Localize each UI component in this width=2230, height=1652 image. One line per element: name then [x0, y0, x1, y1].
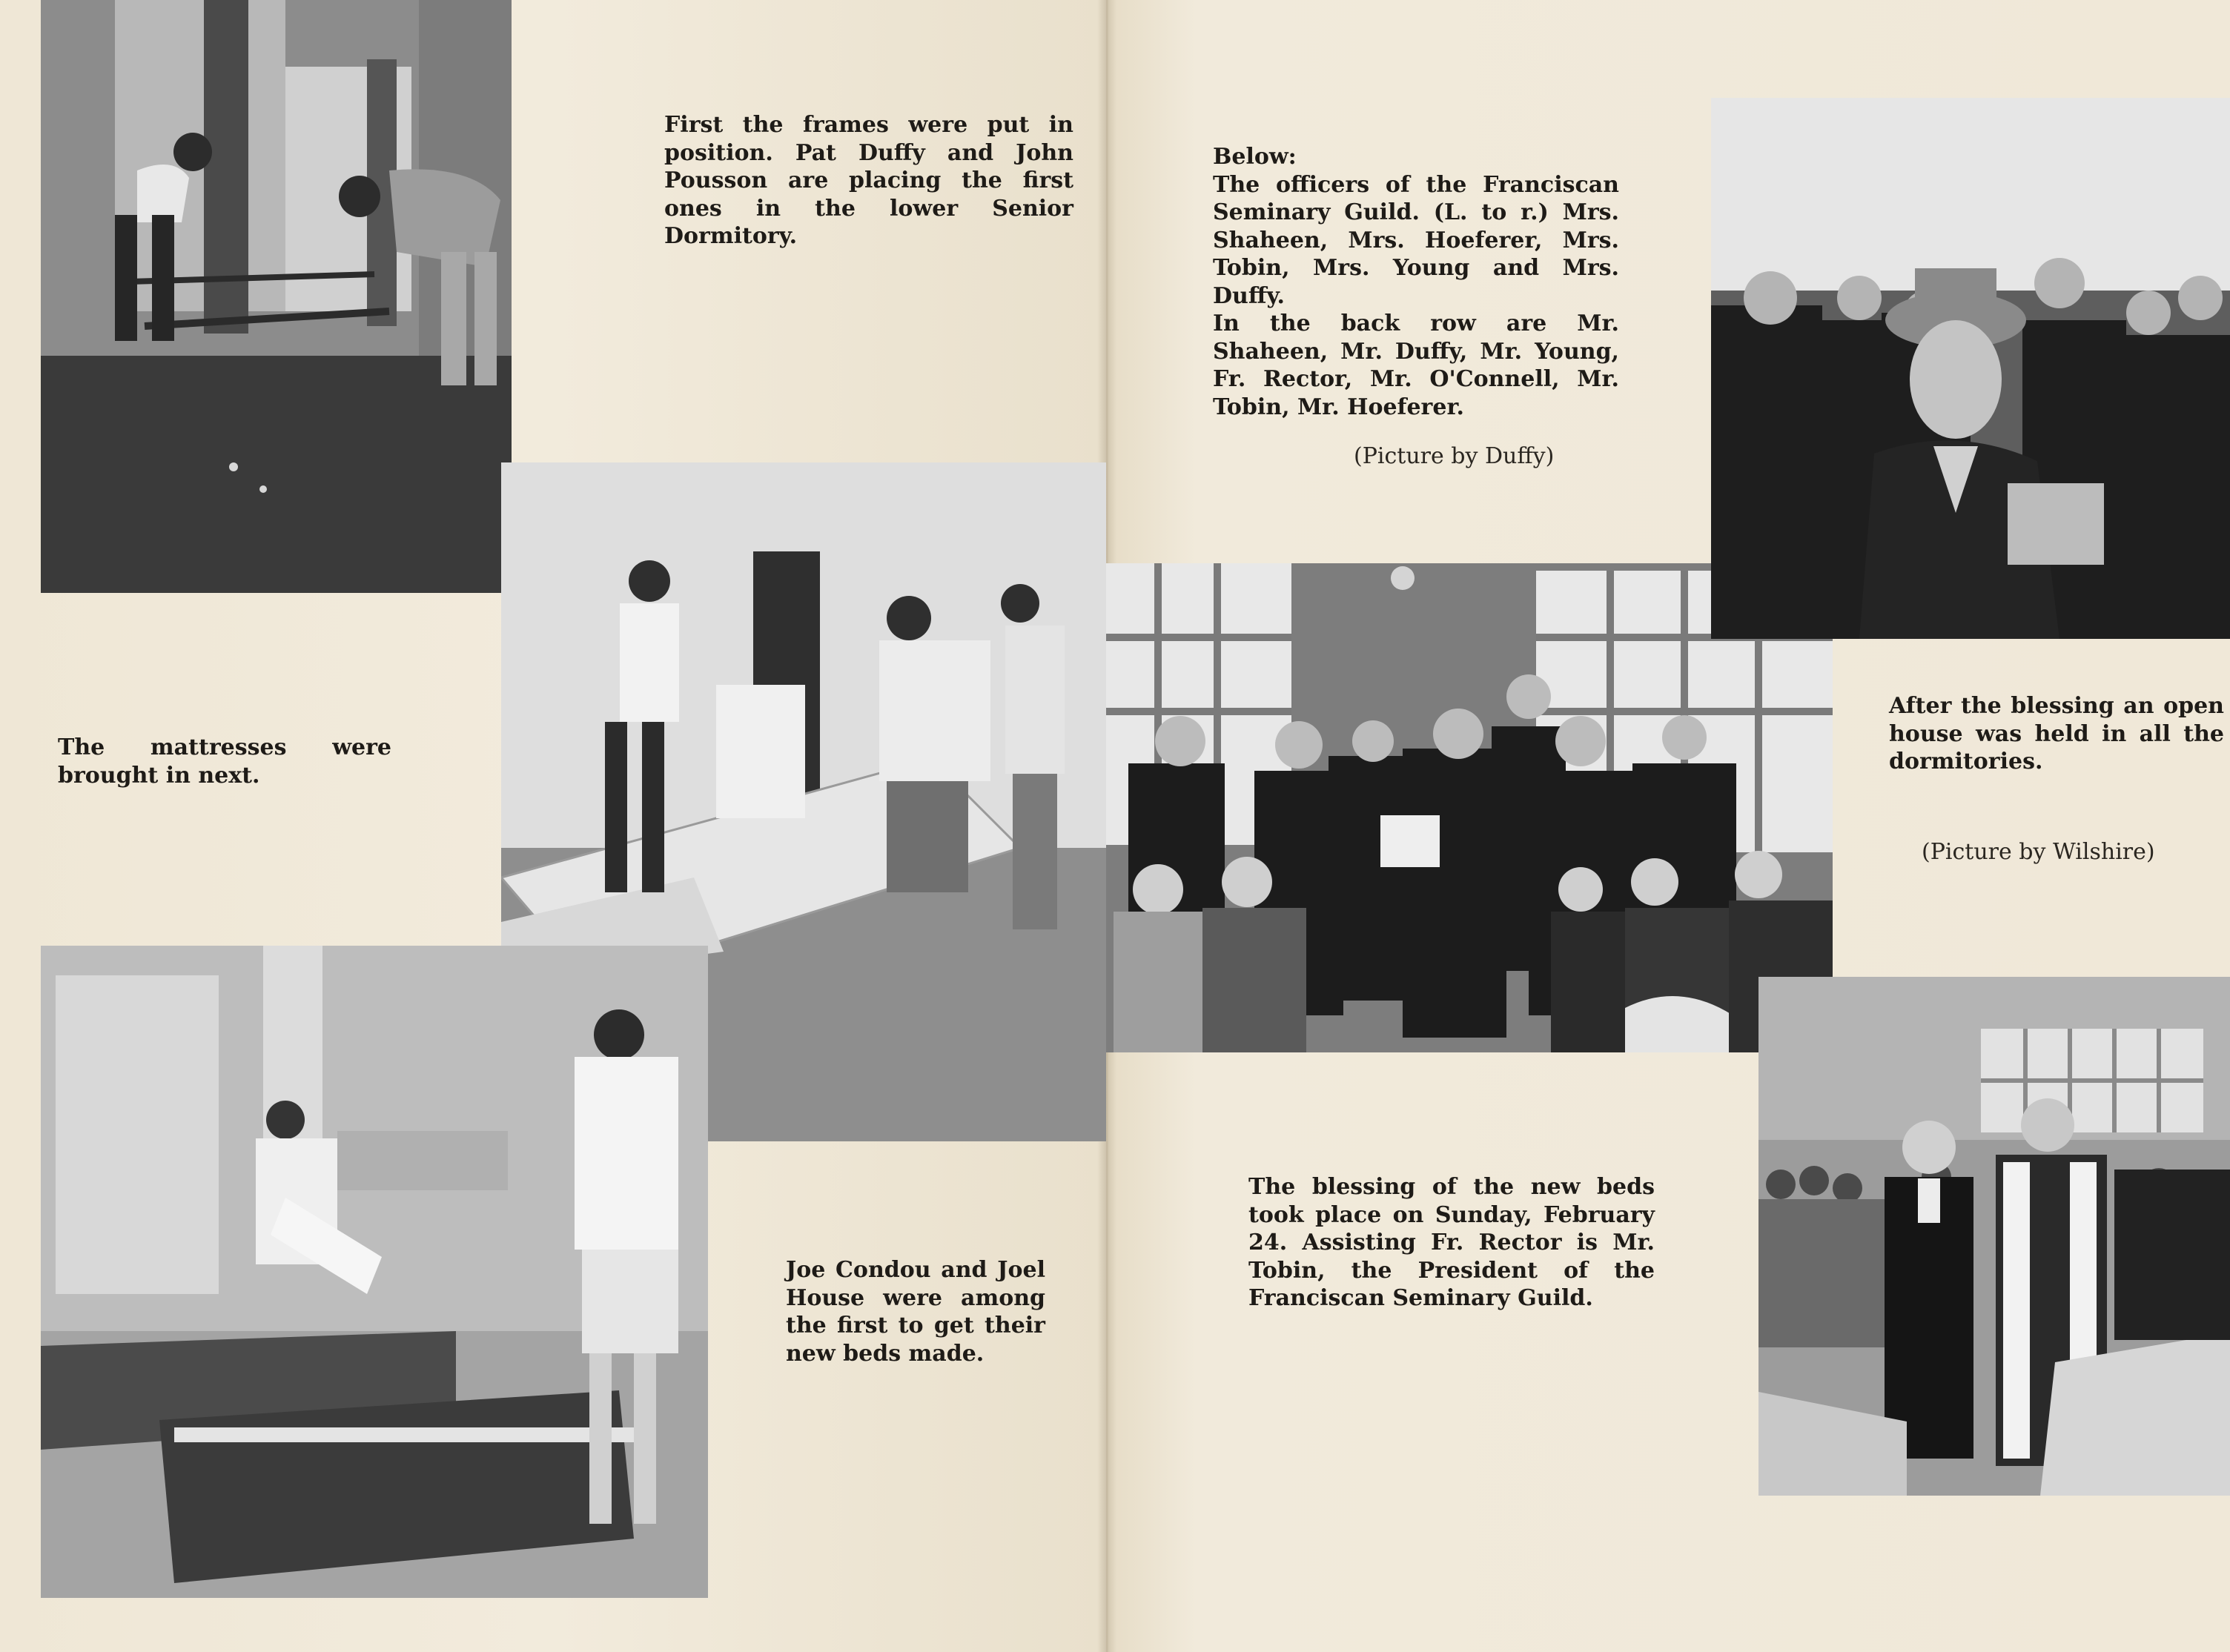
photo-credit-wilshire: (Picture by Wilshire) [1922, 839, 2155, 865]
caption-text: The officers of the Franciscan Seminary Guild. (L. to r.) Mrs. Shaheen, Mrs. Hoeferer, Mrs. Tobin, Mrs. Young and Mrs. Duffy. [1213, 171, 1619, 309]
caption-text: First the frames were put in position. Pat Duffy and John Pousson are placing the first ones in the lower Senior Dormitory. [664, 112, 1073, 249]
caption-text: The mattresses were brought in next. [58, 734, 391, 789]
caption-blessing [1248, 1173, 1655, 1313]
photo-blessing-of-beds [1758, 977, 2230, 1496]
caption-text: In the back row are Mr. Shaheen, Mr. Duffy, Mr. Young, Fr. Rector, Mr. O'Connell, Mr. Tobin, Mr. Hoeferer. [1213, 311, 1619, 420]
caption-placing-frames [664, 111, 1073, 251]
photo-credit-duffy: (Picture by Duffy) [1354, 443, 1555, 469]
caption-text: After the blessing an open house was held in all the dormitories. [1889, 693, 2224, 774]
caption-open-house [1889, 692, 2224, 776]
photo-placing-frames [41, 0, 512, 593]
caption-guild-officers [1213, 143, 1619, 421]
photo-open-house [1711, 98, 2230, 639]
caption-making-beds [786, 1256, 1045, 1367]
photo-making-beds [41, 946, 708, 1598]
caption-heading: Below: [1213, 144, 1297, 170]
caption-mattresses [58, 734, 391, 789]
caption-text: The blessing of the new beds took place on Sunday, February 24. Assisting Fr. Rector is Mr. Tobin, the President of the Franciscan Seminary Guild. [1248, 1174, 1655, 1311]
caption-text: Joe Condou and Joel House were among the first to get their new beds made. [786, 1257, 1045, 1367]
